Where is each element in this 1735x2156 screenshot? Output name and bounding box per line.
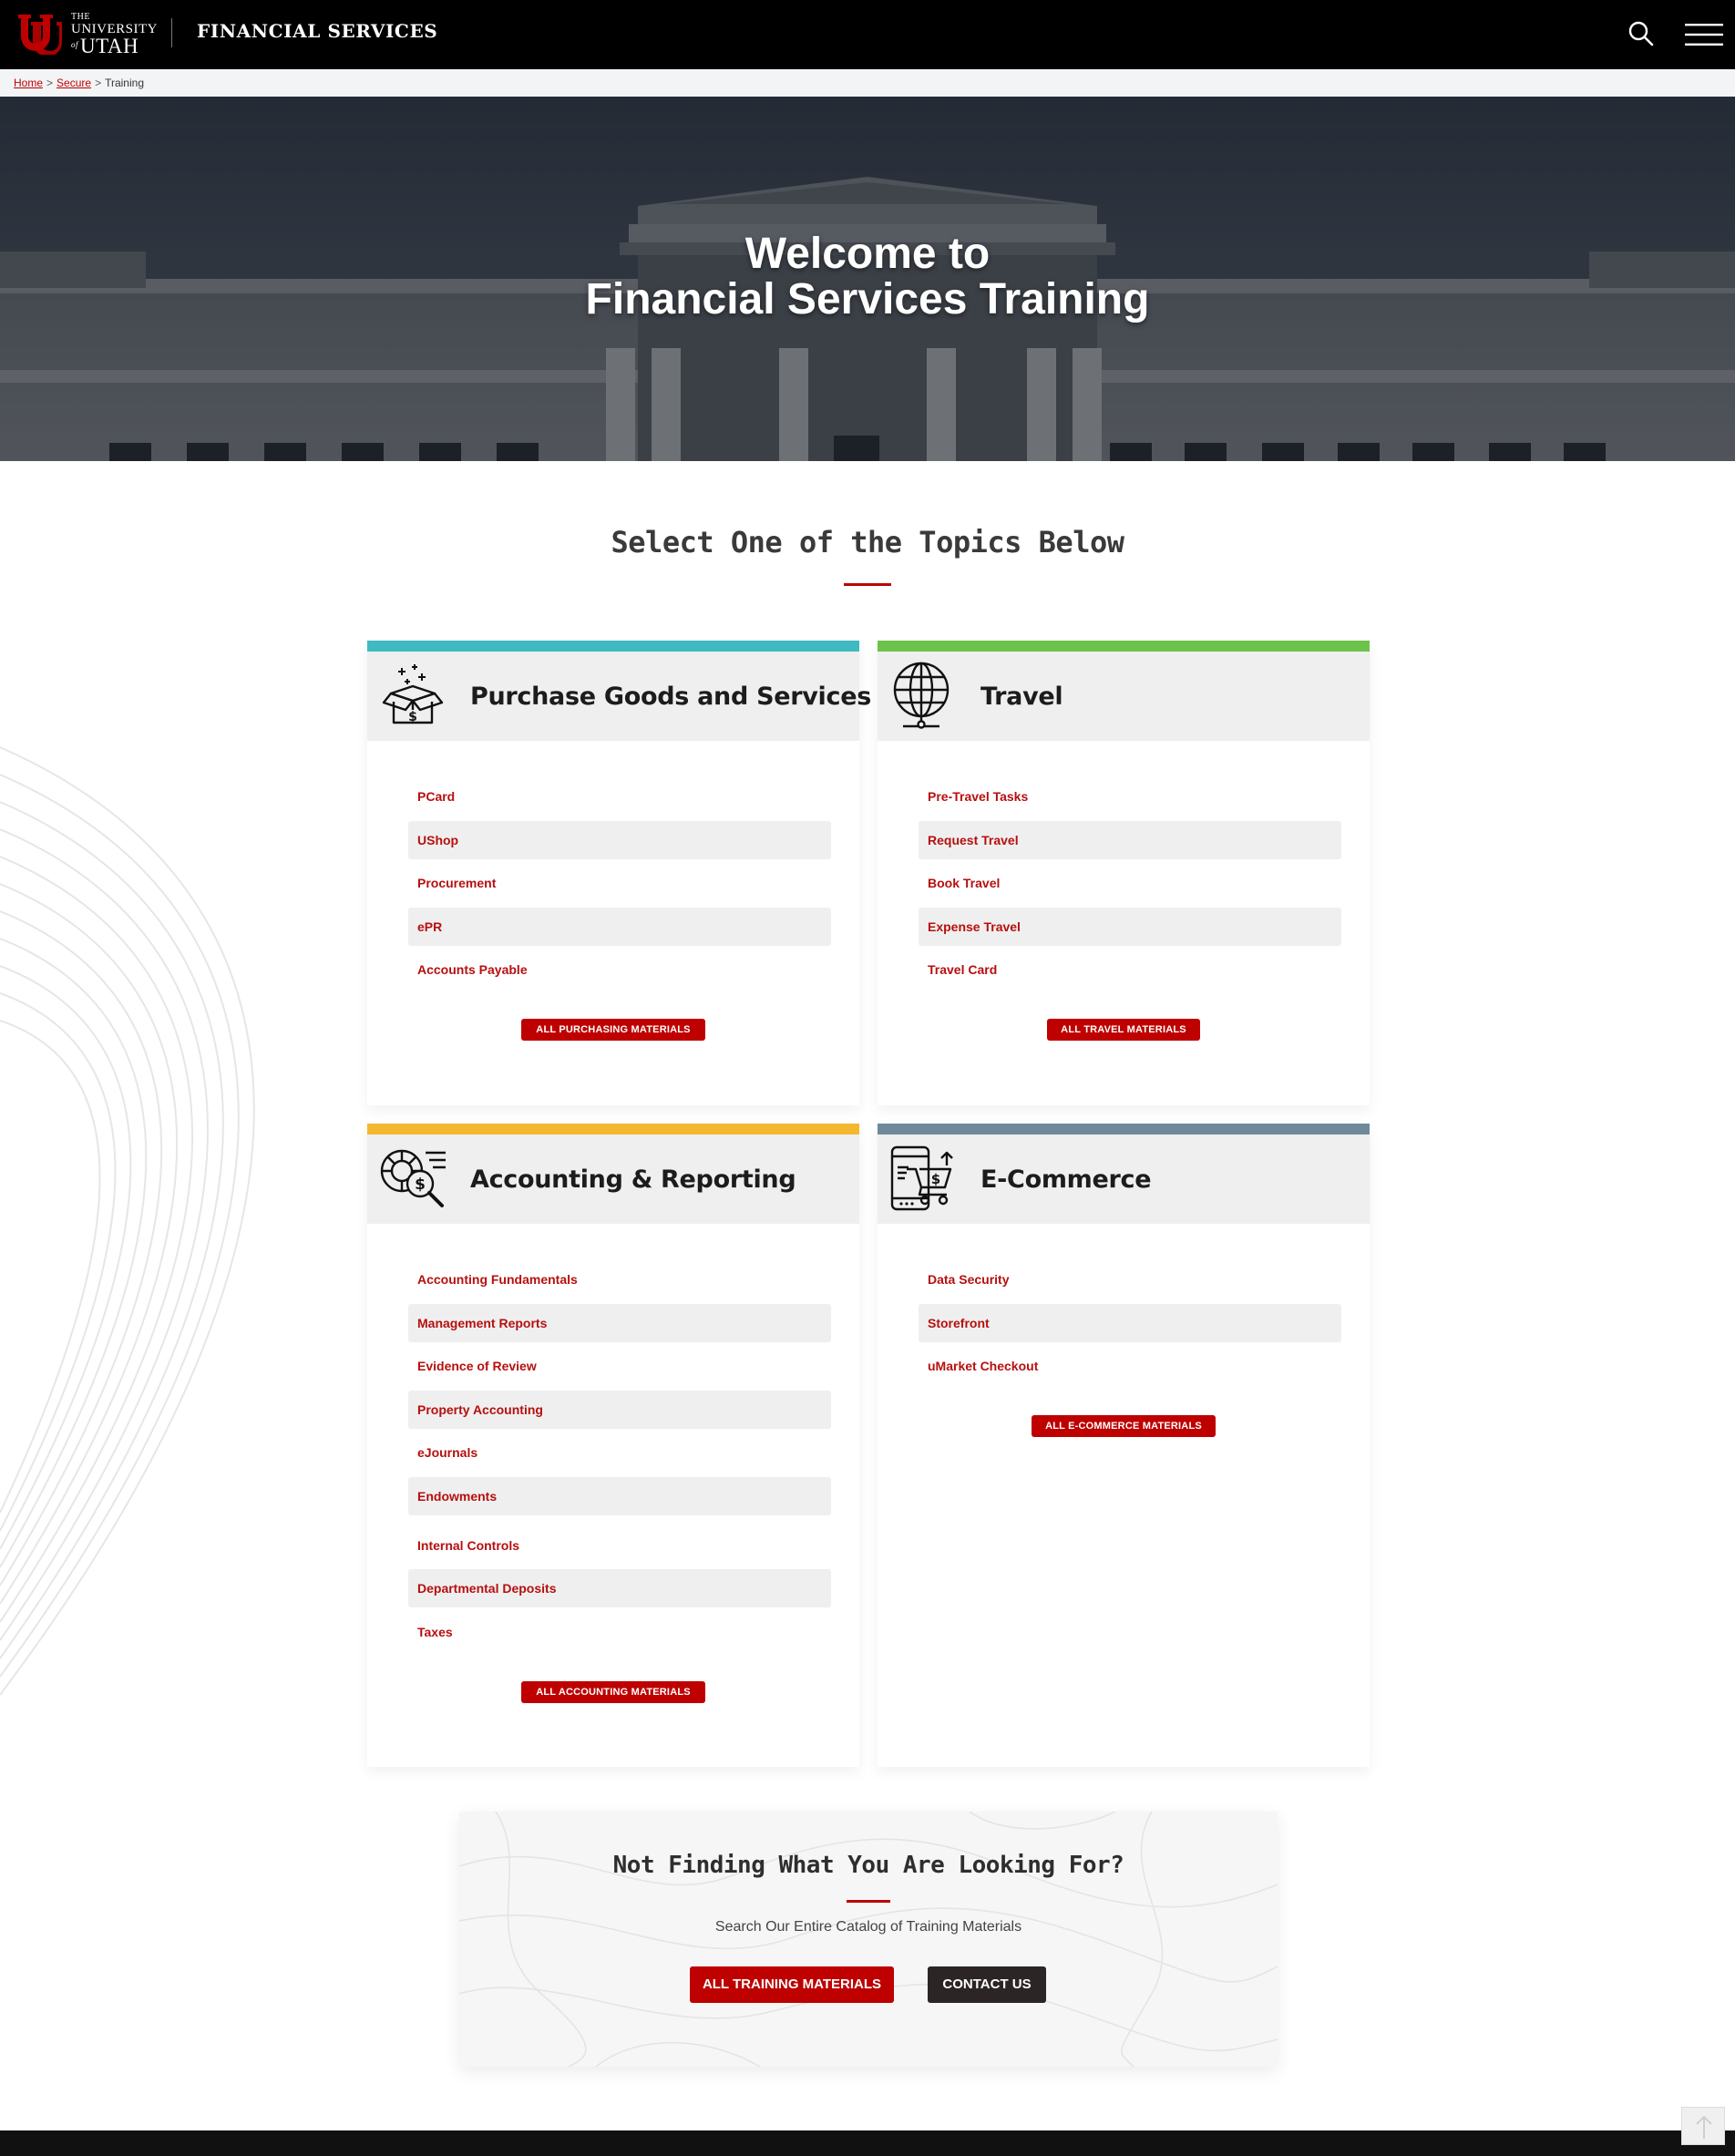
card-header	[367, 652, 871, 741]
all-accounting-materials-button[interactable]: ALL ACCOUNTING MATERIALS	[521, 1681, 705, 1703]
card-header	[878, 652, 1370, 741]
card-accent-bar	[878, 641, 1370, 652]
topic-link-internal-controls[interactable]: Internal Controls	[417, 1537, 520, 1553]
hero-title	[0, 231, 1735, 323]
topic-card-accounting	[367, 1124, 859, 1767]
topic-link-endowments[interactable]: Endowments	[408, 1477, 831, 1515]
breadcrumb-home[interactable]: Home	[14, 77, 44, 89]
topic-link-property-accounting[interactable]: Property Accounting	[408, 1391, 831, 1429]
contact-us-button[interactable]: CONTACT US	[928, 1966, 1046, 2003]
topic-card-ecommerce	[878, 1124, 1370, 1767]
hero-title-line-1: Welcome to	[744, 230, 991, 278]
topic-link-storefront[interactable]: Storefront	[919, 1304, 1341, 1342]
not-finding-title: Not Finding What You Are Looking For?	[612, 1852, 1124, 1879]
breadcrumb-separator: >	[46, 77, 54, 89]
topic-link-list	[919, 777, 1341, 994]
topic-link-travel-card[interactable]: Travel Card	[928, 962, 998, 977]
decorative-wave-lines	[0, 711, 383, 1713]
topic-link-list	[408, 1260, 831, 1656]
university-logo-icon[interactable]	[16, 11, 64, 55]
not-finding-section	[459, 1812, 1278, 2067]
all-ecommerce-materials-button[interactable]: ALL E-COMMERCE MATERIALS	[1032, 1415, 1216, 1437]
topic-link-accounts-payable[interactable]: Accounts Payable	[417, 962, 528, 977]
topic-link-data-security[interactable]: Data Security	[928, 1272, 1010, 1287]
breadcrumb-separator: >	[95, 77, 102, 89]
back-to-top-button[interactable]	[1681, 2107, 1725, 2145]
university-wordmark[interactable]	[71, 13, 158, 56]
topographic-background-pattern	[459, 1812, 1278, 2067]
all-purchasing-materials-button[interactable]: ALL PURCHASING MATERIALS	[521, 1019, 705, 1041]
svg-text:$: $	[930, 1171, 941, 1187]
topic-link-epr[interactable]: ePR	[408, 908, 831, 946]
card-title: Purchase Goods and Services	[470, 683, 871, 711]
topic-link-accounting-fundamentals[interactable]: Accounting Fundamentals	[417, 1272, 578, 1287]
topic-link-management-reports[interactable]: Management Reports	[408, 1304, 831, 1342]
card-header	[878, 1134, 1370, 1224]
card-accent-bar	[367, 641, 859, 652]
card-title: Accounting & Reporting	[470, 1165, 796, 1194]
university-the: THE	[71, 12, 90, 22]
topic-link-umarket-checkout[interactable]: uMarket Checkout	[928, 1359, 1039, 1373]
arrow-up-icon	[1682, 2108, 1726, 2146]
university-utah-line	[71, 36, 158, 56]
card-header	[367, 1134, 859, 1224]
topic-link-book-travel[interactable]: Book Travel	[928, 876, 1001, 890]
topic-link-pre-travel-tasks[interactable]: Pre-Travel Tasks	[928, 789, 1029, 804]
topic-link-ejournals[interactable]: eJournals	[417, 1445, 478, 1460]
topic-card-purchasing	[367, 641, 871, 1105]
topic-card-travel	[878, 641, 1370, 1105]
topic-link-departmental-deposits[interactable]: Departmental Deposits	[408, 1569, 831, 1607]
svg-text:$: $	[415, 1176, 426, 1194]
topic-link-evidence-of-review[interactable]: Evidence of Review	[417, 1359, 537, 1373]
all-training-materials-button[interactable]: ALL TRAINING MATERIALS	[690, 1966, 894, 2003]
university-of: of	[71, 40, 79, 49]
topics-section-title: Select One of the Topics Below	[611, 525, 1124, 560]
hero-banner	[0, 97, 1735, 461]
university-name: UNIVERSITY	[71, 22, 158, 36]
title-underline	[844, 583, 891, 586]
site-header	[0, 0, 1735, 69]
breadcrumb	[0, 69, 1735, 97]
breadcrumb-current: Training	[105, 77, 144, 89]
topic-link-list	[919, 1260, 1341, 1391]
card-title: E-Commerce	[980, 1165, 1152, 1194]
header-divider	[171, 18, 172, 47]
globe-icon	[888, 661, 958, 730]
topic-link-pcard[interactable]: PCard	[417, 789, 456, 804]
box-dollar-icon	[378, 661, 447, 730]
card-title: Travel	[980, 683, 1063, 711]
topic-link-request-travel[interactable]: Request Travel	[919, 821, 1341, 859]
topic-link-expense-travel[interactable]: Expense Travel	[919, 908, 1341, 946]
university-utah: UTAH	[80, 35, 139, 57]
topic-link-procurement[interactable]: Procurement	[417, 876, 497, 890]
card-accent-bar	[878, 1124, 1370, 1134]
site-footer	[0, 2130, 1735, 2156]
site-title[interactable]: FINANCIAL SERVICES	[197, 20, 438, 42]
topic-link-list	[408, 777, 831, 994]
hamburger-menu-icon[interactable]	[1685, 22, 1723, 47]
all-travel-materials-button[interactable]: ALL TRAVEL MATERIALS	[1047, 1019, 1200, 1041]
phone-cart-icon	[888, 1144, 958, 1213]
chart-magnifier-icon	[378, 1144, 447, 1213]
breadcrumb-secure[interactable]: Secure	[56, 77, 92, 89]
topic-link-ushop[interactable]: UShop	[408, 821, 831, 859]
svg-text:$: $	[408, 710, 417, 724]
search-icon[interactable]	[1627, 20, 1655, 47]
not-finding-underline	[847, 1900, 890, 1903]
not-finding-subtitle: Search Our Entire Catalog of Training Materials	[714, 1919, 1022, 1935]
hero-title-line-2: Financial Services Training	[585, 275, 1150, 323]
topic-link-taxes[interactable]: Taxes	[417, 1624, 453, 1639]
card-accent-bar	[367, 1124, 859, 1134]
